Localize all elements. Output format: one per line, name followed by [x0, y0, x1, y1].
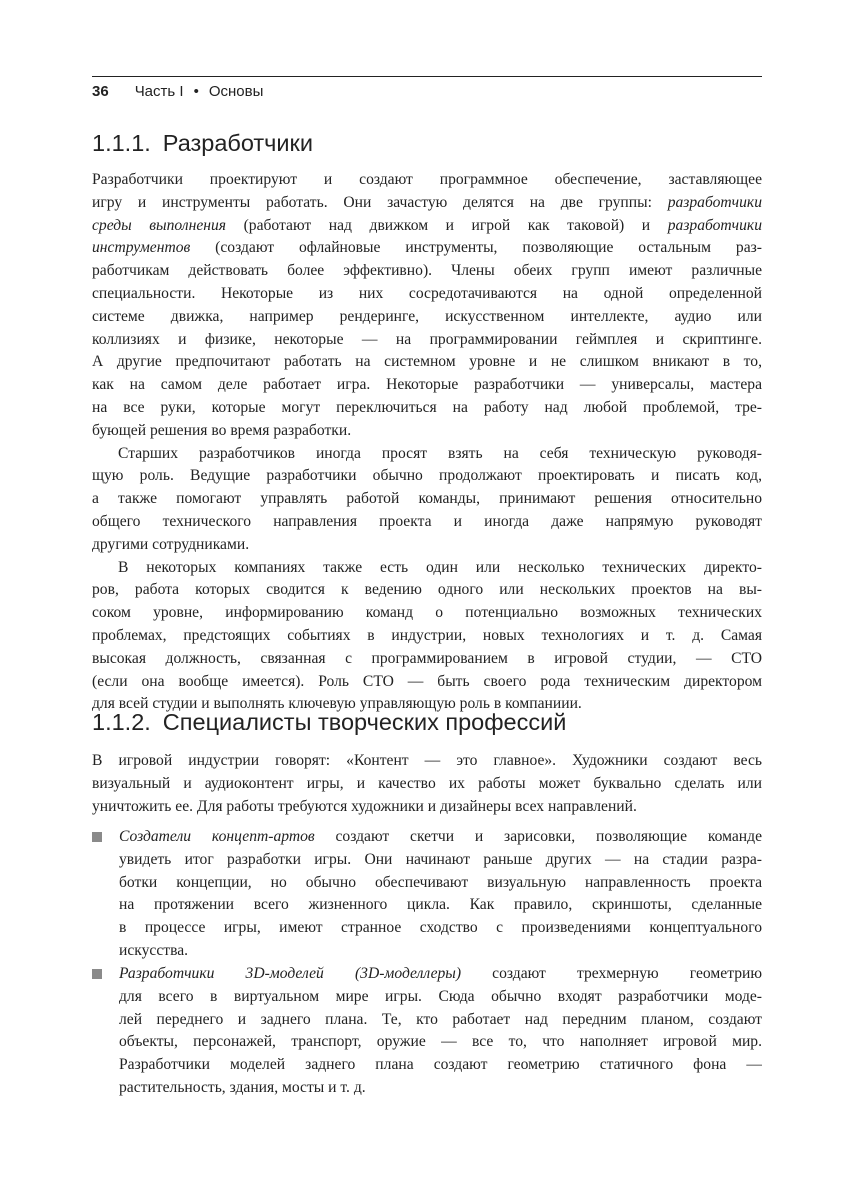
section-number: 1.1.2. [92, 709, 151, 735]
text-line: для всего в виртуальном мире игры. Сюда обычно входят разработчики моде- [119, 987, 762, 1005]
text-line: объекты, персонажей, транспорт, оружие — все то, что наполняет игровой мир. [119, 1033, 762, 1051]
text-line: другими сотрудниками. [92, 535, 250, 553]
text-line: Разработчики моделей заднего плана создают геометрию статичного фона — [119, 1056, 762, 1074]
text-line [92, 963, 762, 986]
header-rule [92, 76, 762, 77]
page-number: 36 [92, 83, 109, 100]
text-line: (если она вообще имеется). Роль CTO — быть своего рода техническим директором [92, 672, 762, 690]
header-separator: • [193, 83, 199, 100]
emphasis: инструментов [92, 239, 191, 257]
text-line: на протяжении всего жизненного цикла. Как правило, скриншоты, сделанные [119, 896, 762, 914]
text-run: (создают офлайновые инструменты, позволяющие остальным раз- [190, 239, 762, 257]
text-line: высокая должность, связанная с программированием в игровой студии, — CTO [92, 649, 762, 667]
emphasis: среды выполнения [92, 216, 227, 234]
part-label: Часть I [134, 83, 184, 100]
bullet-square-icon [92, 969, 102, 979]
text-line: как на самом деле работает игра. Некоторые разработчики — универсалы, мастера [92, 376, 762, 394]
emphasis: Создатели концепт-артов [119, 828, 315, 845]
text-line: Старших разработчиков иногда просят взять на себя техническую руководя- [118, 444, 762, 462]
text-line: лей переднего и заднего плана. Те, кто работает над передним планом, создают [119, 1010, 762, 1028]
paragraph-intro [92, 750, 762, 818]
text-line: соком уровне, информированию команд о потенциально возможных технических [92, 604, 762, 622]
text-line: а также помогают управлять работой команды, принимают решения относительно [92, 490, 762, 508]
text-line: ботки концепции, но обычно обеспечивают визуальную направленность проекта [119, 873, 762, 891]
text-run: создают скетчи и зарисовки, позволяющие команде [314, 828, 762, 845]
paragraph-2 [92, 443, 762, 557]
text-line: специальности. Некоторые из них сосредотачиваются на одной определенной [92, 284, 762, 302]
text-line: искусства. [119, 941, 189, 959]
text-line: ров, работа которых сводится к ведению одного или нескольких проектов на вы- [92, 581, 762, 599]
running-header [92, 83, 263, 100]
paragraph-1 [92, 169, 762, 443]
bullet-square-icon [92, 832, 102, 842]
text-line: бующей решения во время разработки. [92, 421, 352, 439]
emphasis: разработчики [667, 216, 762, 234]
text-line: в процессе игры, имеют странное сходство с произведениями концептуального [119, 919, 762, 937]
text-line: В некоторых компаниях также есть один или несколько технических директо- [118, 558, 762, 576]
text-line: В игровой индустрии говорят: «Контент — это главное». Художники создают весь [92, 752, 762, 769]
text-line: на все руки, которые могут переключиться на работу над любой проблемой, тре- [92, 398, 762, 416]
text-line: увидеть итог разработки игры. Они начинают раньше других — на стадии разра- [119, 850, 762, 868]
text-line [92, 215, 762, 238]
bullet-item-concept-artists [92, 826, 762, 963]
text-run: игру и инструменты работать. Они зачастую делятся на две группы: [92, 193, 668, 211]
text-line: щую роль. Ведущие разработчики обычно продолжают проектировать и писать код, [92, 467, 762, 485]
text-line: коллизиях и физике, некоторые — на программировании геймплея и скриптинге. [92, 330, 762, 348]
section-title: Разработчики [162, 130, 313, 156]
text-line: растительность, здания, мосты и т. д. [119, 1078, 366, 1096]
section-heading-2 [92, 709, 566, 736]
text-line: работчикам действовать более эффективно). Члены обеих групп имеют различные [92, 262, 762, 280]
text-run: создают трехмерную геометрию [461, 965, 762, 982]
text-line [92, 237, 762, 260]
emphasis: Разработчики 3D-моделей (3D-моделлеры) [119, 965, 462, 982]
section-number: 1.1.1. [92, 130, 151, 156]
text-line: А другие предпочитают работать на системном уровне и не слишком вникают в то, [92, 353, 762, 371]
text-line: общего технического направления проекта и иногда даже напрямую руководят [92, 512, 762, 530]
text-line [92, 826, 762, 849]
text-run: (работают над движком и игрой как таковой) и [226, 216, 668, 234]
text-line: системе движка, например рендеринге, искусственном интеллекте, аудио или [92, 307, 762, 325]
text-line: проблемах, предстоящих событиях в индустрии, новых технологиях и т. д. Самая [92, 626, 762, 644]
section-label: Основы [208, 83, 264, 100]
section-heading-1 [92, 130, 313, 157]
paragraph-3 [92, 557, 762, 717]
text-line: для всей студии и выполнять ключевую управляющую роль в компаниии. [92, 695, 582, 713]
text-line [92, 192, 762, 215]
section-title: Специалисты творческих профессий [162, 709, 567, 735]
text-line: Разработчики проектируют и создают программное обеспечение, заставляющее [92, 171, 762, 188]
emphasis: разработчики [667, 193, 762, 211]
text-line: уничтожить ее. Для работы требуются художники и дизайнеры всех направлений. [92, 797, 637, 815]
bullet-item-3d-modelers [92, 963, 762, 1100]
text-line: визуальный и аудиоконтент игры, и качество их работы может буквально сделать или [92, 774, 762, 792]
